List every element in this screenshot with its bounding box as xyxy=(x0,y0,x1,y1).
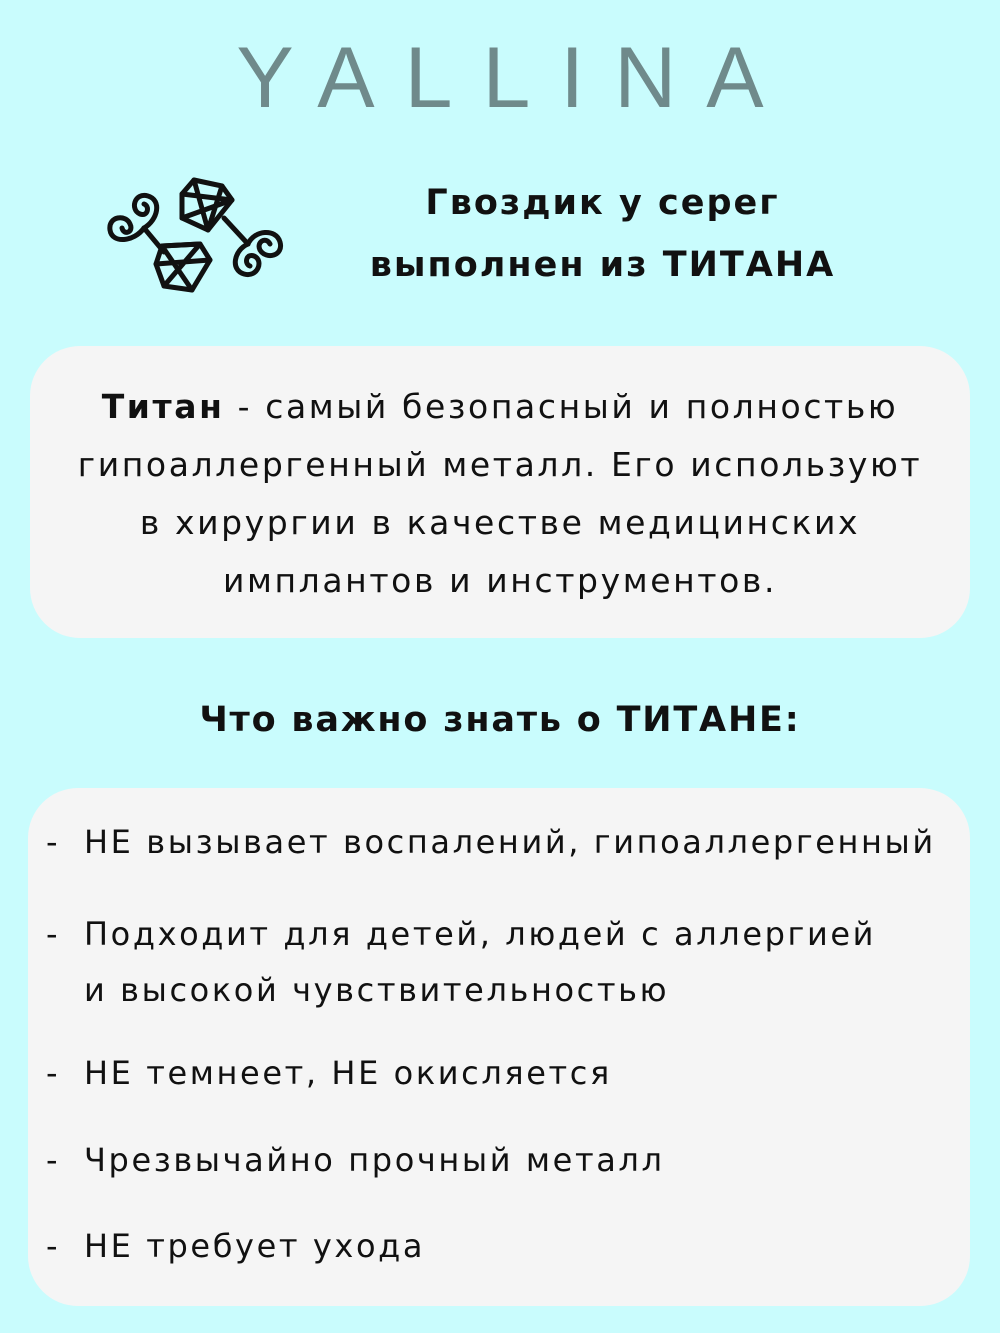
headline xyxy=(300,172,905,296)
list-item-text-continued: и высокой чувствительностью xyxy=(84,971,670,1009)
list-item xyxy=(46,1218,425,1274)
intro-line-3: в хирургии в качестве медицинских xyxy=(139,503,861,542)
intro-line-2: гипоаллергенный металл. Его используют xyxy=(77,445,923,484)
list-item-text: НЕ вызывает воспалений, гипоаллергенный xyxy=(84,823,936,861)
bullet-dash: - xyxy=(46,823,61,861)
list-item xyxy=(46,1132,665,1188)
bullet-dash: - xyxy=(46,915,61,953)
intro-line-1-rest: - самый безопасный и полностью xyxy=(224,387,899,426)
intro-text xyxy=(0,378,1000,610)
list-item xyxy=(46,906,876,1018)
bullet-dash: - xyxy=(46,1054,61,1092)
stud-earrings-icon xyxy=(104,172,288,300)
list-item-text: НЕ требует ухода xyxy=(84,1227,426,1265)
bullet-dash: - xyxy=(46,1141,61,1179)
facts-title: Что важно знать о ТИТАНЕ: xyxy=(199,700,801,740)
intro-line-1 xyxy=(0,378,1000,436)
headline-line-1: Гвоздик у серег xyxy=(425,183,780,223)
intro-bold-word: Титан xyxy=(101,387,225,426)
brand-logo: YALLINA xyxy=(236,30,794,126)
list-item xyxy=(46,814,936,870)
intro-line-4: имплантов и инструментов. xyxy=(222,561,778,600)
list-item-text: Подходит для детей, людей с аллергией xyxy=(84,915,877,953)
list-item-text: Чрезвычайно прочный металл xyxy=(84,1141,665,1179)
list-item-text: НЕ темнеет, НЕ окисляется xyxy=(84,1054,612,1092)
bullet-dash: - xyxy=(46,1227,61,1265)
list-item xyxy=(46,1045,612,1101)
headline-line-2: выполнен из ТИТАНА xyxy=(369,245,836,285)
